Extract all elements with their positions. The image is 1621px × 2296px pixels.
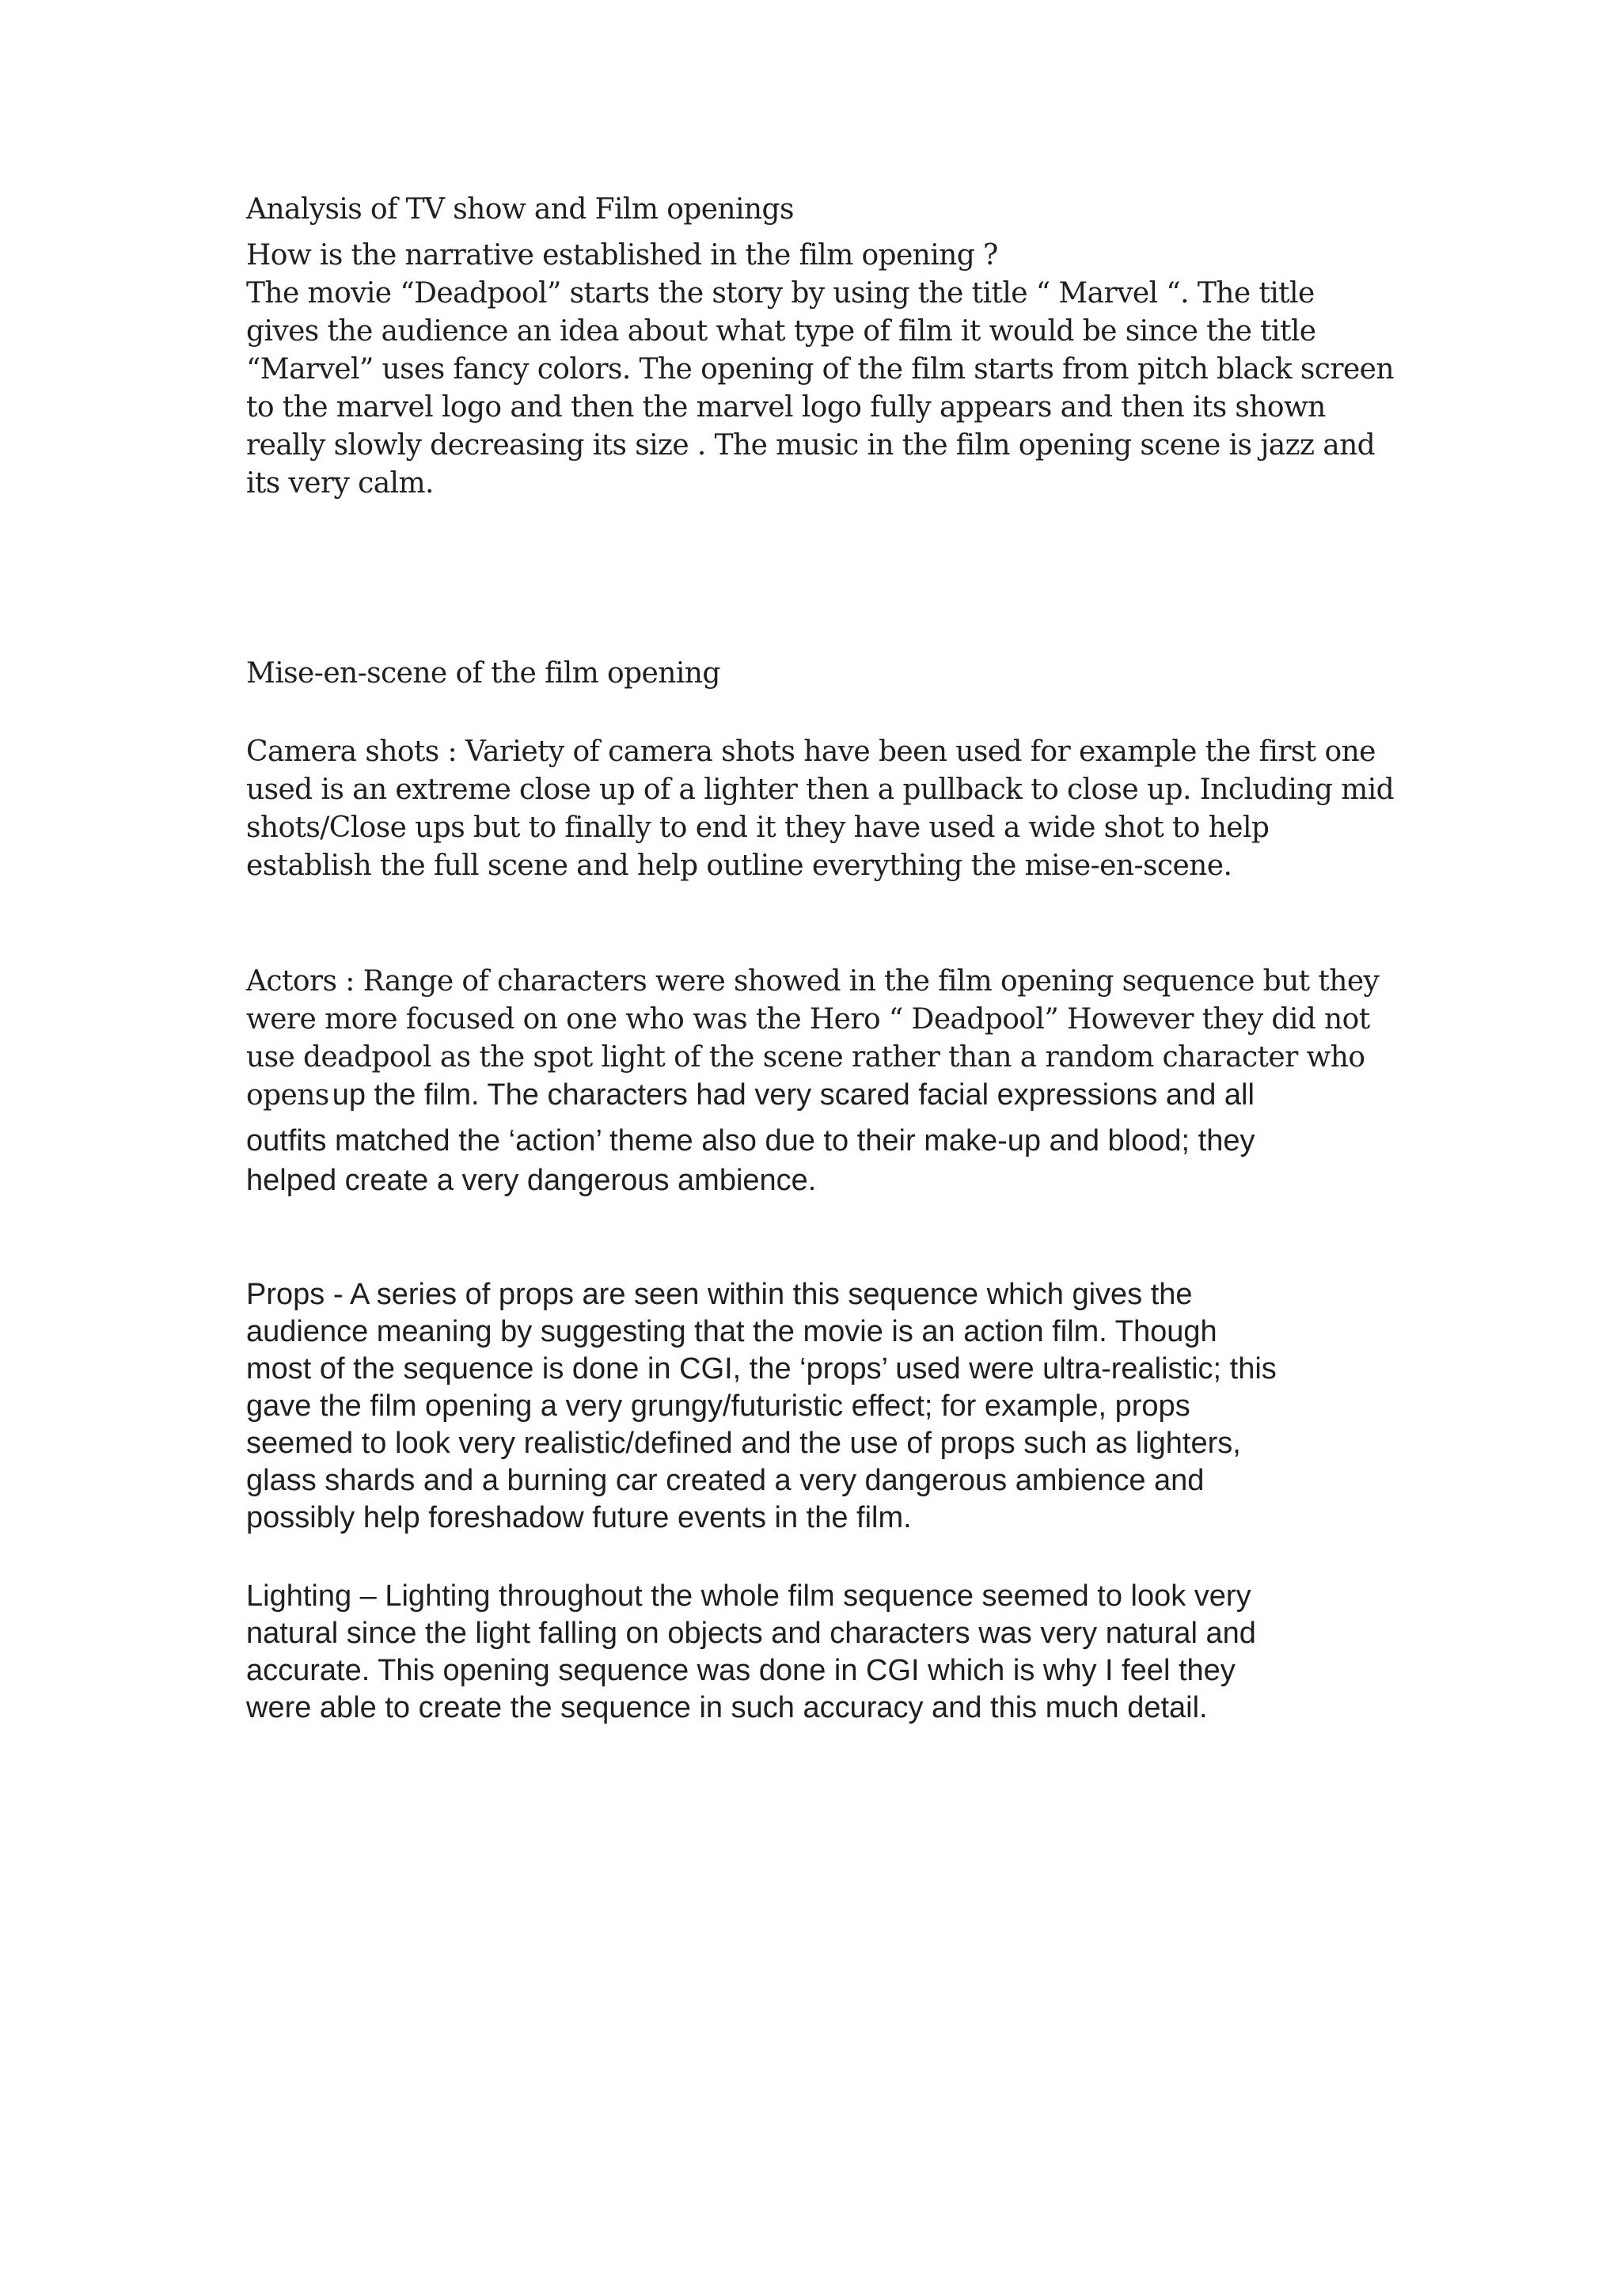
narrative-line: gives the audience an idea about what type of film it would be since the title (246, 315, 1316, 348)
actors-line: helped create a very dangerous ambience. (246, 1164, 817, 1197)
narrative-line: its very calm. (246, 467, 434, 500)
narrative-heading: How is the narrative established in the film opening ? (246, 239, 998, 272)
camera-shots-line: establish the full scene and help outline everything the mise-en-scene. (246, 850, 1232, 882)
actors-line (246, 1078, 1255, 1112)
lighting-line: were able to create the sequence in such accuracy and this much detail. (246, 1691, 1208, 1724)
actors-line-start: opens (246, 1079, 329, 1112)
actors-line-rest: up the film. The characters had very scared facial expressions and all (332, 1078, 1255, 1112)
mise-en-scene-heading: Mise-en-scene of the film opening (246, 657, 720, 690)
props-line: audience meaning by suggesting that the movie is an action film. Though (246, 1315, 1217, 1348)
props-line: Props - A series of props are seen within this sequence which gives the (246, 1278, 1193, 1311)
narrative-line: “Marvel” uses fancy colors. The opening of the film starts from pitch black screen (246, 353, 1394, 386)
narrative-line: The movie “Deadpool” starts the story by using the title “ Marvel “. The title (246, 277, 1315, 310)
props-line: glass shards and a burning car created a very dangerous ambience and (246, 1464, 1205, 1497)
lighting-line: natural since the light falling on objects and characters was very natural and (246, 1617, 1256, 1650)
props-line: most of the sequence is done in CGI, the ‘props’ used were ultra-realistic; this (246, 1352, 1277, 1386)
lighting-line: accurate. This opening sequence was done in CGI which is why I feel they (246, 1654, 1236, 1687)
actors-line: use deadpool as the spot light of the scene rather than a random character who (246, 1041, 1365, 1074)
camera-shots-line: Camera shots : Variety of camera shots have been used for example the first one (246, 736, 1376, 768)
lighting-line: Lighting – Lighting throughout the whole film sequence seemed to look very (246, 1579, 1251, 1613)
actors-line: Actors : Range of characters were showed in the film opening sequence but they (246, 965, 1380, 998)
actors-line: outfits matched the ‘action’ theme also due to their make-up and blood; they (246, 1124, 1255, 1158)
narrative-line: to the marvel logo and then the marvel logo fully appears and then its shown (246, 391, 1326, 424)
props-line: gave the film opening a very grungy/futuristic effect; for example, props (246, 1389, 1190, 1423)
narrative-line: really slowly decreasing its size . The music in the film opening scene is jazz and (246, 429, 1376, 462)
actors-line: were more focused on one who was the Hero “ Deadpool” However they did not (246, 1003, 1370, 1036)
props-line: possibly help foreshadow future events in the film. (246, 1501, 912, 1534)
camera-shots-line: shots/Close ups but to finally to end it they have used a wide shot to help (246, 812, 1270, 844)
props-line: seemed to look very realistic/defined and the use of props such as lighters, (246, 1427, 1241, 1460)
document-title: Analysis of TV show and Film openings (246, 193, 794, 226)
camera-shots-line: used is an extreme close up of a lighter then a pullback to close up. Including mid (246, 774, 1395, 806)
